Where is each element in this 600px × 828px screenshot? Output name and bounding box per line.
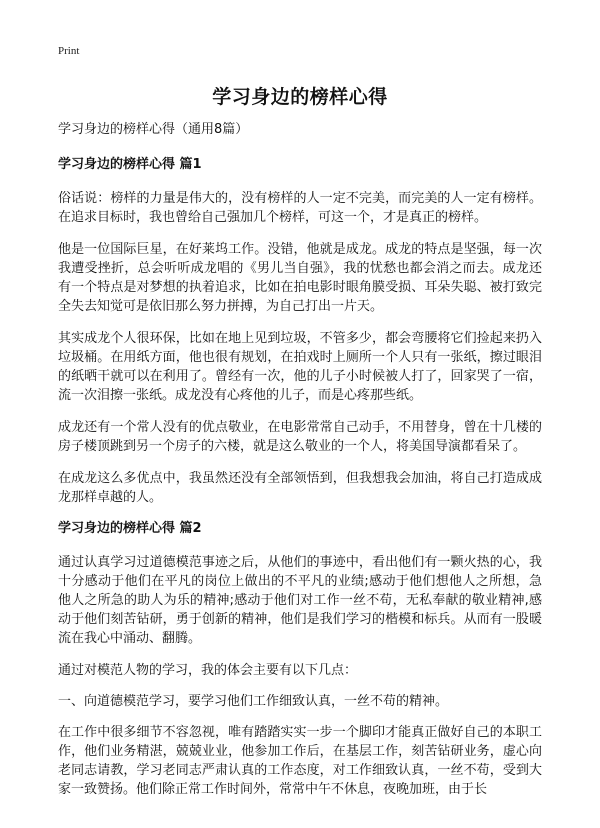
- print-label: Print: [58, 45, 80, 57]
- page-title: 学习身边的榜样心得: [212, 86, 388, 108]
- document-body: [58, 121, 542, 812]
- paragraph: 通过对模范人物的学习，我的体会主要有以下几点：: [58, 663, 358, 678]
- paragraph: 其实成龙个人很环保，比如在地上见到垃圾，不管多少，都会弯腰将它们捡起来扔入垃圾桶。在用纸方面，他也很有规划，在拍戏时上厕所一个人只有一张纸，擦过眼泪的纸晒干就可以在利用了。曾经有一次，他的儿子小时候被人打了，回家哭了一宿，流一次泪擦一张纸。成龙没有心疼他的儿子，而是心疼那些纸。: [58, 331, 542, 403]
- section-heading-2: 学习身边的榜样心得 篇2: [58, 521, 202, 536]
- paragraph: 成龙还有一个常人没有的优点敬业，在电影常常自己动手，不用替身，曾在十几楼的房子楼顶跳到另一个房子的六楼，就是这么敬业的一个人，将美国导演都看呆了。: [58, 420, 542, 454]
- paragraph: 在成龙这么多优点中，我虽然还没有全部领悟到，但我想我会加油，将自己打造成成龙那样卓越的人。: [58, 471, 542, 505]
- paragraph: 通过认真学习过道德模范事迹之后，从他们的事迹中，看出他们有一颗火热的心，我十分感动于他们在平凡的岗位上做出的不平凡的业绩;感动于他们想他人之所想，急他人之所急的助人为乐的精神;感动于他们对工作一丝不苟，无私奉献的敬业精神,感动于他们刻苦钻研，勇于创新的精神，他们是我们学习的楷模和标兵。从而有一股暖流在我心中涌动、翻腾。: [58, 555, 542, 646]
- paragraph: 一、向道德模范学习，要学习他们工作细致认真，一丝不苟的精神。: [58, 694, 449, 709]
- paragraph: 在工作中很多细节不容忽视，唯有踏踏实实一步一个脚印才能真正做好自己的本职工作，他们业务精湛，兢兢业业，他参加工作后，在基层工作，刻苦钻研业务，虚心向老同志请教，学习老同志严肃认真的工作态度，对工作细致认真，一丝不苟，受到大家一致赞扬。他们除正常工作时间外，常常中午不休息，夜晚加班，由于长: [58, 725, 542, 797]
- paragraph: 俗话说：榜样的力量是伟大的，没有榜样的人一定不完美，而完美的人一定有榜样。在追求目标时，我也曾给自己强加几个榜样，可这一个，才是真正的榜样。: [58, 191, 542, 225]
- section-heading-1: 学习身边的榜样心得 篇1: [58, 157, 202, 172]
- paragraph: 他是一位国际巨星，在好莱坞工作。没错，他就是成龙。成龙的特点是坚强，每一次我遭受挫折，总会听听成龙唱的《男儿当自强》，我的忧愁也都会消之而去。成龙还有一个特点是对梦想的执着追求，比如在拍电影时眼角膜受损、耳朵失聪、被打致完全失去知觉可是依旧那么努力拼搏，为自己打出一片天。: [58, 242, 542, 314]
- document-subtitle: 学习身边的榜样心得（通用8篇）: [58, 122, 249, 137]
